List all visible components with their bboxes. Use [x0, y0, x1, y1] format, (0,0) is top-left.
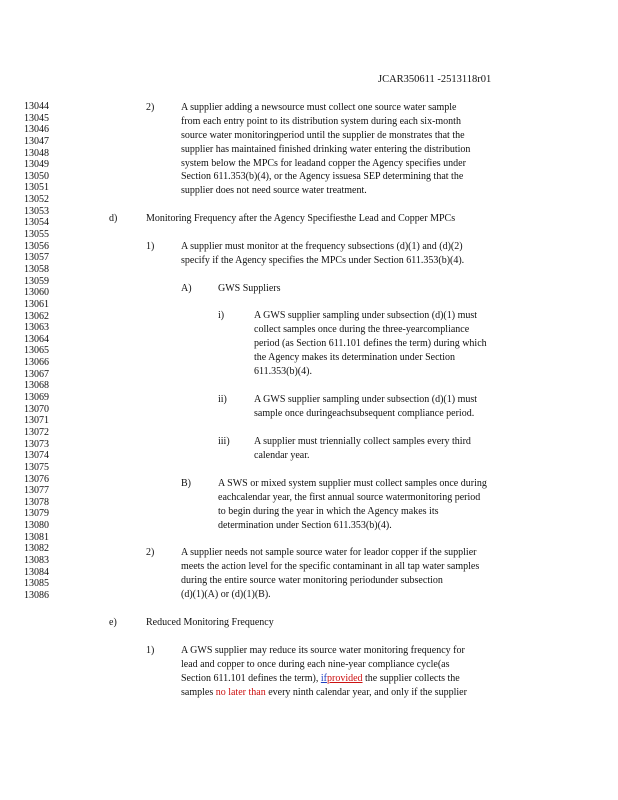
- line-number: 13070: [24, 403, 49, 415]
- item-label-d1A: A): [181, 283, 192, 294]
- text-line: meets the action level for the specific contaminant in all tap water samples: [181, 560, 480, 572]
- line-number: 13072: [24, 426, 49, 438]
- line-number: 13074: [24, 450, 49, 462]
- paragraph-d2: [181, 546, 479, 602]
- line-number: 13061: [24, 298, 49, 310]
- line-number: 13066: [24, 357, 49, 369]
- section-title-e: Reduced Monitoring Frequency: [146, 617, 274, 628]
- paragraph-d1Aiii: [254, 435, 471, 463]
- paragraph-d1Ai: [254, 309, 487, 378]
- text-line: supplier has maintained finished drinking water entering the distribution: [181, 143, 471, 155]
- text-line: supplier does not need source water treatment.: [181, 185, 367, 197]
- text-line: the Agency makes its determination under Section: [254, 351, 456, 363]
- text-line: specify if the Agency specifies the MPCs under Section 611.353(b)(4).: [181, 254, 465, 266]
- paragraph-e1: [181, 644, 467, 700]
- text-line: Section 611.353(b)(4), or the Agency issuesa SEP determining that the: [181, 171, 464, 183]
- text-line: A GWS supplier sampling under subsection (d)(1) must: [254, 310, 478, 321]
- line-number: 13063: [24, 322, 49, 334]
- line-number: 13058: [24, 263, 49, 275]
- text-line: [181, 672, 467, 686]
- text-line: A supplier must triennially collect samples every third: [254, 436, 471, 447]
- text-line: period (as Section 611.101 defines the term) during which: [254, 337, 487, 349]
- line-number: 13055: [24, 229, 49, 241]
- line-number: 13044: [24, 101, 49, 112]
- line-number: 13067: [24, 368, 49, 380]
- text-line: during the entire source water monitoring periodunder subsection: [181, 574, 443, 586]
- paragraph-c2: [181, 101, 470, 198]
- line-number: 13049: [24, 159, 49, 171]
- text-run: Section 611.101 defines the term),: [181, 672, 321, 684]
- line-number: 13059: [24, 275, 49, 287]
- line-number: 13085: [24, 578, 49, 590]
- item-label-d: d): [109, 213, 118, 224]
- item-label-e1: 1): [146, 645, 155, 656]
- item-label-c2: 2): [146, 102, 155, 113]
- item-label-e: e): [109, 617, 117, 628]
- line-number: 13068: [24, 380, 49, 392]
- line-number: 13075: [24, 461, 49, 473]
- line-number: 13078: [24, 496, 49, 508]
- line-number: 13064: [24, 333, 49, 345]
- line-number: 13081: [24, 531, 49, 543]
- text-line: eachcalendar year, the first annual source watermonitoring period: [218, 491, 481, 503]
- text-line: A GWS supplier may reduce its source water monitoring frequency for: [181, 645, 465, 656]
- text-line: determination under Section 611.353(b)(4).: [218, 519, 392, 531]
- item-label-d1Aiii: iii): [218, 436, 230, 447]
- inserted-text: provided: [326, 672, 363, 684]
- line-number: 13082: [24, 543, 49, 555]
- line-number: 13084: [24, 566, 49, 578]
- text-line: sample once duringeachsubsequent compliance period.: [254, 407, 475, 419]
- line-numbers: [24, 101, 64, 602]
- text-line: from each entry point to its distribution system during each six-month: [181, 115, 461, 127]
- text-line: (d)(1)(A) or (d)(1)(B).: [181, 588, 271, 600]
- item-label-d1Aii: ii): [218, 394, 227, 405]
- line-number: 13047: [24, 135, 49, 147]
- text-line: system below the MPCs for leadand copper the Agency specifies under: [181, 157, 466, 169]
- line-number: 13086: [24, 589, 49, 601]
- inserted-text: no later than: [215, 686, 266, 698]
- item-label-d1Ai: i): [218, 310, 225, 321]
- line-number: 13057: [24, 252, 49, 264]
- line-number: 13071: [24, 415, 49, 427]
- text-line: to begin during the year in which the Agency makes its: [218, 505, 439, 517]
- line-number: 13053: [24, 205, 49, 217]
- line-number: 13083: [24, 554, 49, 566]
- text-line: collect samples once during the three-yearcompliance: [254, 323, 470, 335]
- document-header: JCAR350611 -2513118r01: [378, 74, 492, 85]
- line-number: 13073: [24, 438, 49, 450]
- line-number: 13052: [24, 194, 49, 206]
- text-run: the supplier collects the: [362, 672, 460, 684]
- text-line: A supplier adding a newsource must collect one source water sample: [181, 102, 457, 113]
- section-title-d: Monitoring Frequency after the Agency Specifiesthe Lead and Copper MPCs: [146, 213, 456, 224]
- text-line: A SWS or mixed system supplier must collect samples once during: [218, 478, 487, 489]
- paragraph-d1B: [218, 477, 487, 533]
- line-number: 13080: [24, 520, 49, 532]
- line-number: 13069: [24, 392, 49, 404]
- line-number: 13077: [24, 485, 49, 497]
- struck-text: if: [320, 672, 327, 684]
- text-line: A supplier needs not sample source water for leador copper if the supplier: [181, 547, 477, 558]
- line-number: 13065: [24, 345, 49, 357]
- line-number: 13056: [24, 240, 49, 252]
- item-label-d1B: B): [181, 478, 191, 489]
- line-number: 13060: [24, 287, 49, 299]
- line-number: 13051: [24, 182, 49, 194]
- line-number: 13048: [24, 147, 49, 159]
- line-number: 13054: [24, 217, 49, 229]
- text-line: lead and copper to once during each nine-year compliance cycle(as: [181, 658, 450, 670]
- subsection-title-d1A: GWS Suppliers: [218, 283, 281, 294]
- line-number: 13050: [24, 170, 49, 182]
- paragraph-d1: [181, 240, 464, 268]
- line-number: 13045: [24, 112, 49, 124]
- item-label-d1: 1): [146, 241, 155, 252]
- text-line: A GWS supplier sampling under subsection (d)(1) must: [254, 394, 478, 405]
- text-line: [181, 686, 467, 700]
- text-run: every ninth calendar year, and only if the supplier: [265, 686, 467, 698]
- line-number: 13076: [24, 473, 49, 485]
- paragraph-d1Aii: [254, 393, 477, 421]
- text-run: samples: [181, 686, 216, 698]
- line-number: 13062: [24, 310, 49, 322]
- text-line: A supplier must monitor at the frequency subsections (d)(1) and (d)(2): [181, 241, 463, 252]
- line-number: 13046: [24, 124, 49, 136]
- text-line: source water monitoringperiod until the supplier de monstrates that the: [181, 129, 465, 141]
- text-line: 611.353(b)(4).: [254, 365, 312, 377]
- line-number: 13079: [24, 508, 49, 520]
- text-line: calendar year.: [254, 449, 310, 461]
- item-label-d2: 2): [146, 547, 155, 558]
